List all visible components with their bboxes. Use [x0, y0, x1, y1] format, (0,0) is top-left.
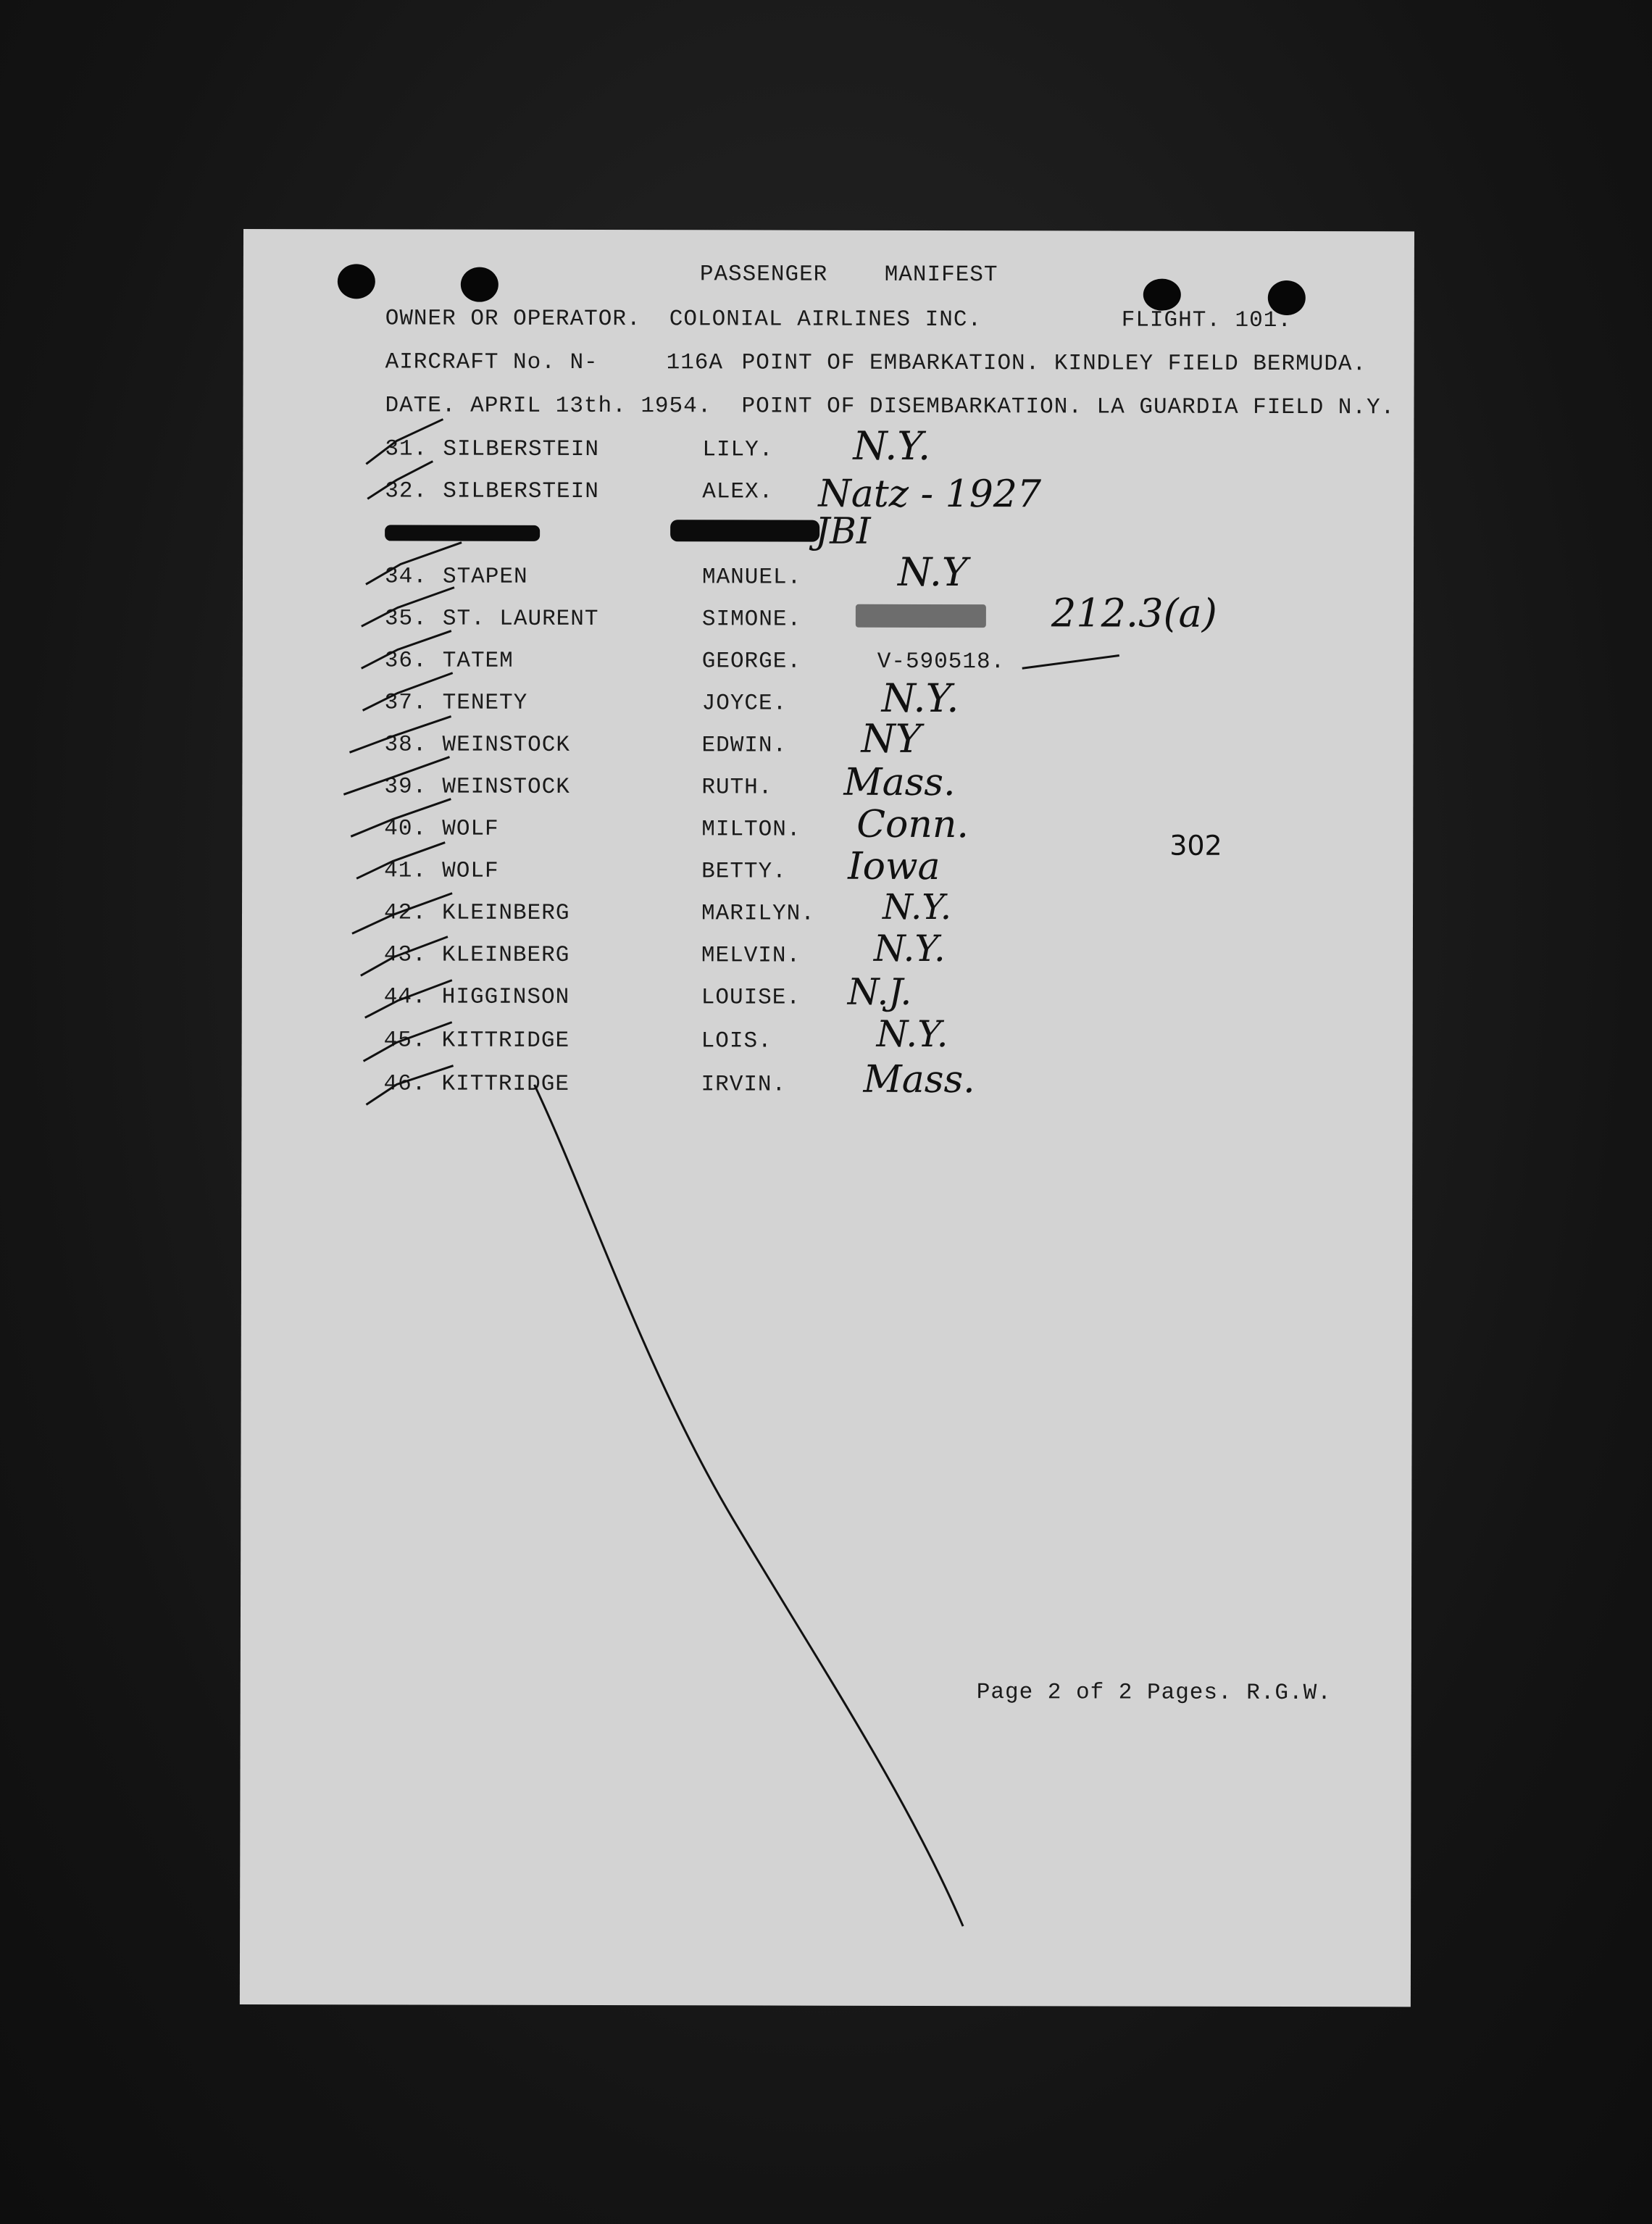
passenger-number: 40. — [384, 816, 427, 842]
passenger-surname: KITTRIDGE — [441, 1028, 570, 1054]
passenger-given-name: MARILYN. — [701, 901, 815, 927]
passenger-surname: WOLF — [442, 816, 499, 842]
check-mark — [362, 587, 454, 626]
passenger-number: 44. — [383, 984, 427, 1010]
check-mark — [366, 419, 443, 464]
aircraft-label: AIRCRAFT No. N- — [385, 349, 598, 376]
passenger-surname: TATEM — [442, 648, 514, 674]
handwritten-note: N.Y. — [882, 886, 952, 928]
page-footer: Page 2 of 2 Pages. R.G.W. — [976, 1680, 1332, 1707]
handwritten-note: N.Y. — [873, 927, 946, 970]
passenger-surname: WEINSTOCK — [442, 774, 570, 800]
handwritten-margin-number: 302 — [1169, 829, 1222, 862]
disembarkation-point: POINT OF DISEMBARKATION. LA GUARDIA FIELD N.Y. — [741, 393, 1396, 421]
check-mark — [352, 893, 452, 933]
passenger-number: 32. — [385, 478, 428, 504]
manifest-page — [240, 229, 1414, 2007]
handwritten-statute: 212.3(a) — [1051, 590, 1217, 636]
passenger-given-name: MELVIN. — [701, 943, 801, 969]
check-mark — [351, 799, 451, 836]
passenger-surname: WOLF — [442, 858, 499, 884]
check-mark — [367, 461, 433, 499]
passenger-given-name: JOYCE. — [701, 691, 788, 717]
passenger-surname: KLEINBERG — [441, 942, 570, 968]
passenger-surname: KITTRIDGE — [441, 1071, 570, 1097]
check-mark — [364, 1022, 452, 1061]
check-mark — [363, 672, 453, 710]
check-mark — [349, 716, 451, 752]
passenger-number: 42. — [383, 900, 427, 926]
handwritten-note: NY — [861, 715, 922, 762]
dash-mark — [1022, 655, 1119, 668]
passenger-number: 38. — [384, 732, 427, 758]
embarkation-point: POINT OF EMBARKATION. KINDLEY FIELD BERMUDA. — [741, 350, 1367, 378]
visa-number: V-590518. — [877, 649, 1006, 675]
handwritten-note: N.Y. — [876, 1012, 948, 1056]
page-title: PASSENGER MANIFEST — [699, 262, 998, 288]
passenger-surname: SILBERSTEIN — [443, 436, 600, 463]
passenger-number: 35. — [384, 606, 427, 632]
check-mark — [343, 757, 449, 794]
check-mark — [362, 630, 451, 668]
check-mark — [356, 842, 445, 878]
passenger-given-name: MILTON. — [701, 817, 801, 843]
passenger-surname: SILBERSTEIN — [443, 478, 599, 505]
passenger-given-name: MANUEL. — [701, 565, 802, 591]
flight-number: FLIGHT. 101. — [1121, 307, 1293, 334]
passenger-given-name: RUTH. — [701, 775, 773, 801]
passenger-surname: KLEINBERG — [441, 900, 570, 926]
passenger-number: 41. — [384, 858, 427, 884]
passenger-number: 34. — [384, 564, 427, 590]
passenger-given-name: BETTY. — [701, 859, 787, 885]
passenger-surname: ST. LAURENT — [442, 606, 599, 633]
check-mark — [366, 1065, 453, 1104]
passenger-given-name: LOUISE. — [701, 985, 801, 1011]
owner-line: OWNER OR OPERATOR. COLONIAL AIRLINES INC. — [385, 306, 983, 333]
diagonal-line — [533, 1085, 964, 1926]
handwritten-note: Iowa — [848, 844, 940, 889]
handwritten-note: N.J. — [847, 970, 912, 1013]
manifest-date: DATE. APRIL 13th. 1954. — [385, 393, 712, 420]
handwritten-note: N.Y. — [881, 675, 959, 722]
passenger-number: 43. — [383, 942, 427, 968]
passenger-given-name: GEORGE. — [701, 649, 802, 675]
passenger-number: 36. — [384, 648, 427, 674]
check-mark — [361, 936, 448, 975]
passenger-given-name: SIMONE. — [701, 607, 802, 633]
handwritten-initials: JBI — [815, 509, 871, 552]
passenger-given-name: IRVIN. — [701, 1072, 787, 1098]
passenger-surname: HIGGINSON — [441, 984, 570, 1010]
check-mark — [365, 980, 452, 1017]
passenger-surname: WEINSTOCK — [442, 732, 570, 758]
handwritten-note: N.Y. — [853, 422, 931, 469]
handwritten-note: Conn. — [856, 802, 969, 847]
handwritten-note: N.Y — [897, 549, 968, 596]
handwritten-note: Natz - 1927 — [818, 472, 1042, 517]
passenger-given-name: EDWIN. — [701, 733, 788, 759]
passenger-surname: TENETY — [442, 690, 528, 716]
aircraft-number: 116A — [666, 350, 724, 376]
handwritten-note: Mass. — [863, 1057, 975, 1102]
passenger-given-name: ALEX. — [702, 479, 774, 505]
pen-marks — [240, 229, 1414, 2007]
passenger-given-name: LILY. — [702, 437, 774, 463]
passenger-number: 31. — [385, 436, 428, 462]
passenger-number: 46. — [383, 1071, 427, 1097]
passenger-number: 39. — [384, 774, 427, 800]
passenger-given-name: LOIS. — [701, 1028, 772, 1054]
passenger-number: 37. — [384, 690, 427, 716]
handwritten-note: Mass. — [843, 760, 956, 805]
passenger-surname: STAPEN — [442, 564, 528, 590]
passenger-number: 45. — [383, 1028, 427, 1054]
check-mark — [366, 542, 462, 584]
